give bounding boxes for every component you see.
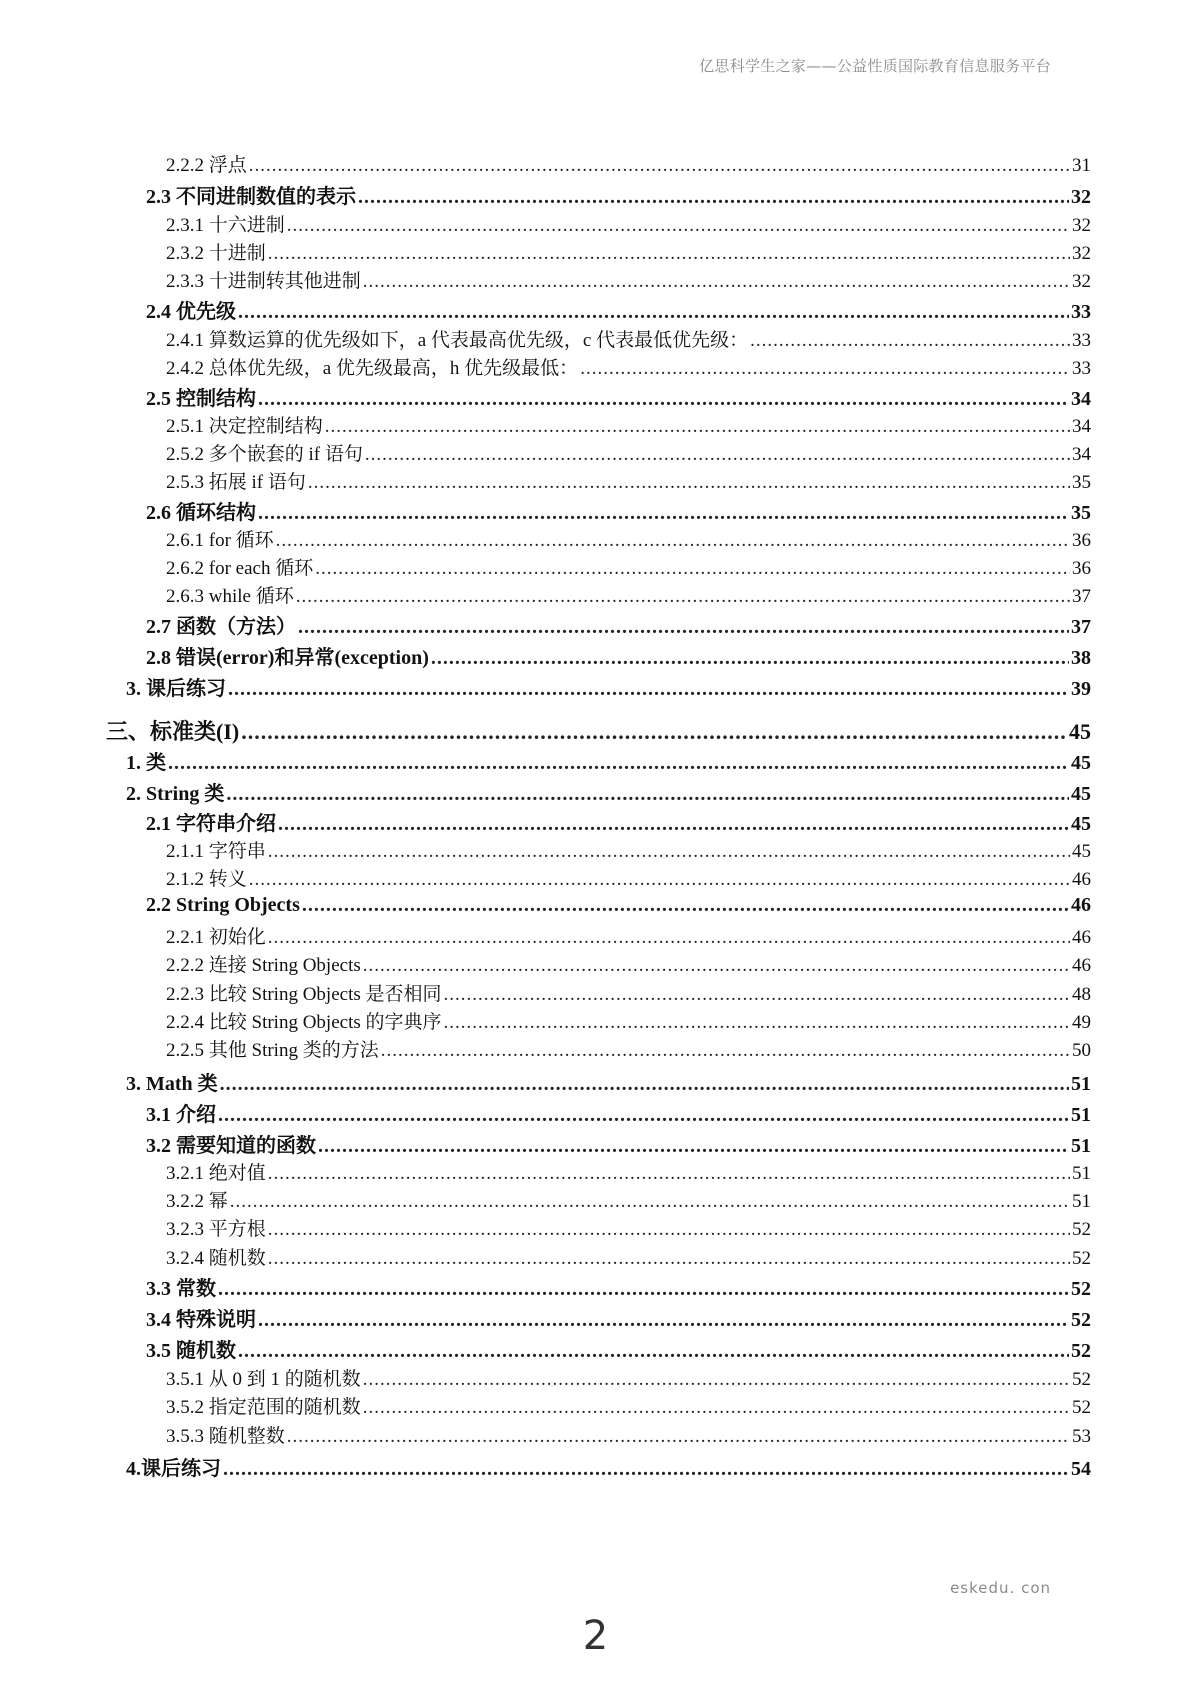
toc-entry[interactable]: [166, 979, 1091, 1006]
toc-entry-page: 31: [1072, 155, 1091, 176]
toc-entry[interactable]: [146, 295, 1091, 324]
toc-entry[interactable]: [166, 553, 1091, 580]
toc-leader-dots: [298, 616, 1069, 639]
toc-leader-dots: [268, 1163, 1070, 1185]
toc-leader-dots: [381, 1040, 1070, 1062]
toc-entry-label: 4.课后练习: [126, 1458, 221, 1480]
toc-entry-label: 2.4 优先级: [146, 301, 236, 323]
toc-entry-label: 2.2.2 浮点: [166, 155, 247, 176]
toc-entry-label: 3.5.1 从 0 到 1 的随机数: [166, 1369, 361, 1390]
toc-leader-dots: [444, 984, 1071, 1006]
toc-entry-page: 45: [1072, 841, 1091, 862]
toc-entry-page: 36: [1072, 530, 1091, 551]
toc-leader-dots: [278, 813, 1069, 836]
toc-entry-label: 3.5.2 指定范围的随机数: [166, 1397, 361, 1418]
toc-entry[interactable]: [146, 1272, 1091, 1301]
toc-entry[interactable]: [146, 610, 1091, 639]
toc-leader-dots: [268, 1219, 1070, 1241]
toc-entry-page: 52: [1072, 1397, 1091, 1418]
toc-entry-label: 三、标准类(I): [106, 719, 240, 744]
toc-entry-page: 51: [1072, 1191, 1091, 1212]
toc-entry-page: 53: [1072, 1426, 1091, 1447]
toc-entry-page: 50: [1072, 1040, 1091, 1061]
toc-leader-dots: [226, 783, 1069, 806]
toc-leader-dots: [249, 869, 1070, 891]
toc-leader-dots: [363, 1397, 1070, 1419]
toc-entry-label: 3. 课后练习: [126, 678, 226, 700]
toc-entry[interactable]: [166, 1035, 1091, 1062]
toc-entry-label: 2.3.1 十六进制: [166, 215, 285, 236]
toc-entry-page: 36: [1072, 558, 1091, 579]
toc-entry[interactable]: [166, 467, 1091, 494]
toc-entry[interactable]: [166, 210, 1091, 237]
toc-leader-dots: [268, 927, 1070, 949]
toc-entry-page: 45: [1071, 752, 1091, 774]
toc-entry-label: 3.2 需要知道的函数: [146, 1135, 316, 1157]
toc-entry[interactable]: [166, 950, 1091, 977]
toc-entry[interactable]: [166, 1421, 1091, 1448]
toc-leader-dots: [238, 1340, 1069, 1363]
toc-entry-page: 51: [1071, 1135, 1091, 1157]
toc-leader-dots: [325, 416, 1070, 438]
toc-leader-dots: [268, 1248, 1070, 1270]
toc-entry-page: 33: [1071, 301, 1091, 323]
toc-entry-label: 2.6.3 while 循环: [166, 586, 294, 607]
toc-entry-page: 39: [1071, 678, 1091, 700]
toc-entry-label: 2.2.5 其他 String 类的方法: [166, 1040, 379, 1061]
toc-leader-dots: [241, 719, 1067, 745]
toc-entry-label: 3. Math 类: [126, 1073, 218, 1095]
toc-entry-page: 52: [1072, 1219, 1091, 1240]
toc-leader-dots: [302, 894, 1069, 917]
toc-entry-label: 2.7 函数（方法）: [146, 616, 296, 638]
toc-entry-label: 2.8 错误(error)和异常(exception): [146, 647, 429, 669]
toc-entry-page: 52: [1071, 1278, 1091, 1300]
toc-entry-label: 3.3 常数: [146, 1278, 216, 1300]
toc-leader-dots: [276, 530, 1070, 552]
toc-entry-page: 32: [1071, 186, 1091, 208]
toc-entry[interactable]: [166, 1243, 1091, 1270]
toc-entry-page: 32: [1072, 215, 1091, 236]
toc-entry-label: 2.2.1 初始化: [166, 927, 266, 948]
toc-entry-page: 32: [1072, 271, 1091, 292]
toc-entry-page: 52: [1071, 1309, 1091, 1331]
toc-entry-label: 2.3 不同进制数值的表示: [146, 186, 356, 208]
toc-leader-dots: [296, 586, 1070, 608]
toc-entry[interactable]: [166, 1392, 1091, 1419]
toc-entry-page: 34: [1072, 444, 1091, 465]
toc-entry-page: 35: [1072, 472, 1091, 493]
toc-entry-page: 45: [1069, 719, 1091, 744]
toc-leader-dots: [365, 444, 1070, 466]
toc-entry-page: 51: [1071, 1073, 1091, 1095]
toc-leader-dots: [363, 955, 1070, 977]
toc-entry[interactable]: [166, 581, 1091, 608]
toc-entry[interactable]: [166, 325, 1091, 352]
toc-entry-label: 2.6.2 for each 循环: [166, 558, 314, 579]
toc-entry[interactable]: [166, 525, 1091, 552]
toc-entry[interactable]: [146, 1098, 1091, 1127]
toc-entry-page: 49: [1072, 1012, 1091, 1033]
toc-entry-page: 33: [1072, 358, 1091, 379]
toc-entry-label: 3.2.2 幂: [166, 1191, 228, 1212]
toc-entry-label: 3.5.3 随机整数: [166, 1426, 285, 1447]
toc-entry-label: 2.6 循环结构: [146, 502, 256, 524]
toc-entry-label: 2.5 控制结构: [146, 388, 256, 410]
toc-entry-page: 46: [1072, 927, 1091, 948]
toc-entry-label: 2.5.1 决定控制结构: [166, 416, 323, 437]
toc-entry[interactable]: [166, 353, 1091, 380]
toc-entry[interactable]: [166, 266, 1091, 293]
toc-entry[interactable]: [166, 1186, 1091, 1213]
toc-entry-label: 2. String 类: [126, 783, 225, 805]
toc-leader-dots: [220, 1073, 1069, 1096]
toc-entry-page: 46: [1072, 869, 1091, 890]
toc-leader-dots: [249, 155, 1070, 177]
toc-entry[interactable]: [146, 1303, 1091, 1332]
toc-entry[interactable]: [146, 1129, 1091, 1158]
toc-entry[interactable]: [126, 1067, 1091, 1096]
toc-entry[interactable]: [166, 411, 1091, 438]
toc-entry-page: 52: [1072, 1248, 1091, 1269]
toc-leader-dots: [315, 558, 1070, 580]
page-number: 2: [582, 1613, 609, 1659]
toc-entry-page: 54: [1071, 1458, 1091, 1480]
toc-entry-label: 3.2.1 绝对值: [166, 1163, 266, 1184]
toc-leader-dots: [258, 388, 1069, 411]
toc-entry-page: 48: [1072, 984, 1091, 1005]
toc-leader-dots: [750, 330, 1070, 352]
toc-entry[interactable]: [126, 672, 1091, 701]
toc-leader-dots: [580, 358, 1070, 380]
toc-leader-dots: [363, 271, 1070, 293]
toc-leader-dots: [318, 1135, 1069, 1158]
toc-entry[interactable]: [146, 496, 1091, 525]
toc-leader-dots: [287, 1426, 1070, 1448]
toc-entry-page: 34: [1071, 388, 1091, 410]
toc-entry[interactable]: [166, 1214, 1091, 1241]
toc-entry-label: 2.2.4 比较 String Objects 的字典序: [166, 1012, 442, 1033]
toc-leader-dots: [308, 472, 1070, 494]
toc-entry-label: 2.6.1 for 循环: [166, 530, 274, 551]
toc-entry-page: 46: [1072, 955, 1091, 976]
toc-leader-dots: [268, 841, 1070, 863]
toc-leader-dots: [268, 243, 1070, 265]
toc-entry[interactable]: [166, 439, 1091, 466]
toc-leader-dots: [218, 1278, 1069, 1301]
toc-entry[interactable]: [146, 1334, 1091, 1363]
toc-entry-label: 2.3.3 十进制转其他进制: [166, 271, 361, 292]
toc-entry-page: 51: [1072, 1163, 1091, 1184]
toc-leader-dots: [230, 1191, 1070, 1213]
toc-leader-dots: [228, 678, 1069, 701]
toc-entry[interactable]: [146, 807, 1091, 836]
toc-entry[interactable]: [166, 836, 1091, 863]
toc-entry-label: 1. 类: [126, 752, 166, 774]
toc-entry-page: 32: [1072, 243, 1091, 264]
toc-entry-page: 34: [1072, 416, 1091, 437]
toc-leader-dots: [287, 215, 1070, 237]
toc-entry-page: 52: [1072, 1369, 1091, 1390]
toc-entry[interactable]: [166, 864, 1091, 891]
toc-entry[interactable]: [146, 894, 1091, 917]
toc-entry-label: 3.2.3 平方根: [166, 1219, 266, 1240]
toc-entry-label: 2.2.3 比较 String Objects 是否相同: [166, 984, 442, 1005]
toc-entry-page: 51: [1071, 1104, 1091, 1126]
toc-leader-dots: [223, 1458, 1069, 1481]
toc-leader-dots: [431, 647, 1069, 670]
toc-entry[interactable]: [166, 922, 1091, 949]
toc-entry-label: 3.2.4 随机数: [166, 1248, 266, 1269]
toc-entry[interactable]: [166, 150, 1091, 177]
toc-leader-dots: [258, 1309, 1069, 1332]
toc-entry-label: 3.1 介绍: [146, 1104, 216, 1126]
header-site-title: 亿思科学生之家——公益性质国际教育信息服务平台: [699, 57, 1051, 75]
toc-entry[interactable]: [126, 1452, 1091, 1481]
toc-entry[interactable]: [126, 746, 1091, 775]
toc-leader-dots: [218, 1104, 1069, 1127]
toc-entry-label: 2.1.2 转义: [166, 869, 247, 890]
toc-entry-page: 35: [1071, 502, 1091, 524]
toc-entry-label: 2.5.2 多个嵌套的 if 语句: [166, 444, 363, 465]
toc-leader-dots: [363, 1369, 1070, 1391]
toc-leader-dots: [444, 1012, 1071, 1034]
toc-entry[interactable]: [106, 715, 1091, 746]
toc-entry-page: 45: [1071, 783, 1091, 805]
toc-entry[interactable]: [126, 777, 1091, 806]
toc-entry-label: 2.5.3 拓展 if 语句: [166, 472, 306, 493]
toc-entry-label: 3.4 特殊说明: [146, 1309, 256, 1331]
toc-entry-label: 2.2 String Objects: [146, 894, 300, 916]
toc-entry-page: 33: [1072, 330, 1091, 351]
toc-entry[interactable]: [166, 1364, 1091, 1391]
toc-entry[interactable]: [166, 1007, 1091, 1034]
toc-entry-label: 2.4.2 总体优先级，a 优先级最高，h 优先级最低：: [166, 358, 579, 379]
toc-entry-page: 45: [1071, 813, 1091, 835]
toc-entry-label: 3.5 随机数: [146, 1340, 236, 1362]
toc-entry-page: 37: [1072, 586, 1091, 607]
toc-leader-dots: [358, 186, 1069, 209]
toc-entry-page: 46: [1071, 894, 1091, 916]
toc-entry-page: 37: [1071, 616, 1091, 638]
toc-entry-label: 2.1.1 字符串: [166, 841, 266, 862]
toc-entry-label: 2.3.2 十进制: [166, 243, 266, 264]
toc-entry[interactable]: [146, 641, 1091, 670]
toc-leader-dots: [168, 752, 1069, 775]
toc-leader-dots: [258, 502, 1069, 525]
toc-entry[interactable]: [146, 180, 1091, 209]
toc-entry-label: 2.4.1 算数运算的优先级如下，a 代表最高优先级，c 代表最低优先级：: [166, 330, 749, 351]
toc-entry[interactable]: [146, 382, 1091, 411]
toc-entry-page: 52: [1071, 1340, 1091, 1362]
toc-entry[interactable]: [166, 1158, 1091, 1185]
toc-entry-page: 38: [1071, 647, 1091, 669]
toc-entry[interactable]: [166, 238, 1091, 265]
toc-leader-dots: [238, 301, 1069, 324]
toc-entry-label: 2.2.2 连接 String Objects: [166, 955, 361, 976]
footer-site-url: eskedu. con: [950, 1579, 1051, 1597]
toc-entry-label: 2.1 字符串介绍: [146, 813, 276, 835]
